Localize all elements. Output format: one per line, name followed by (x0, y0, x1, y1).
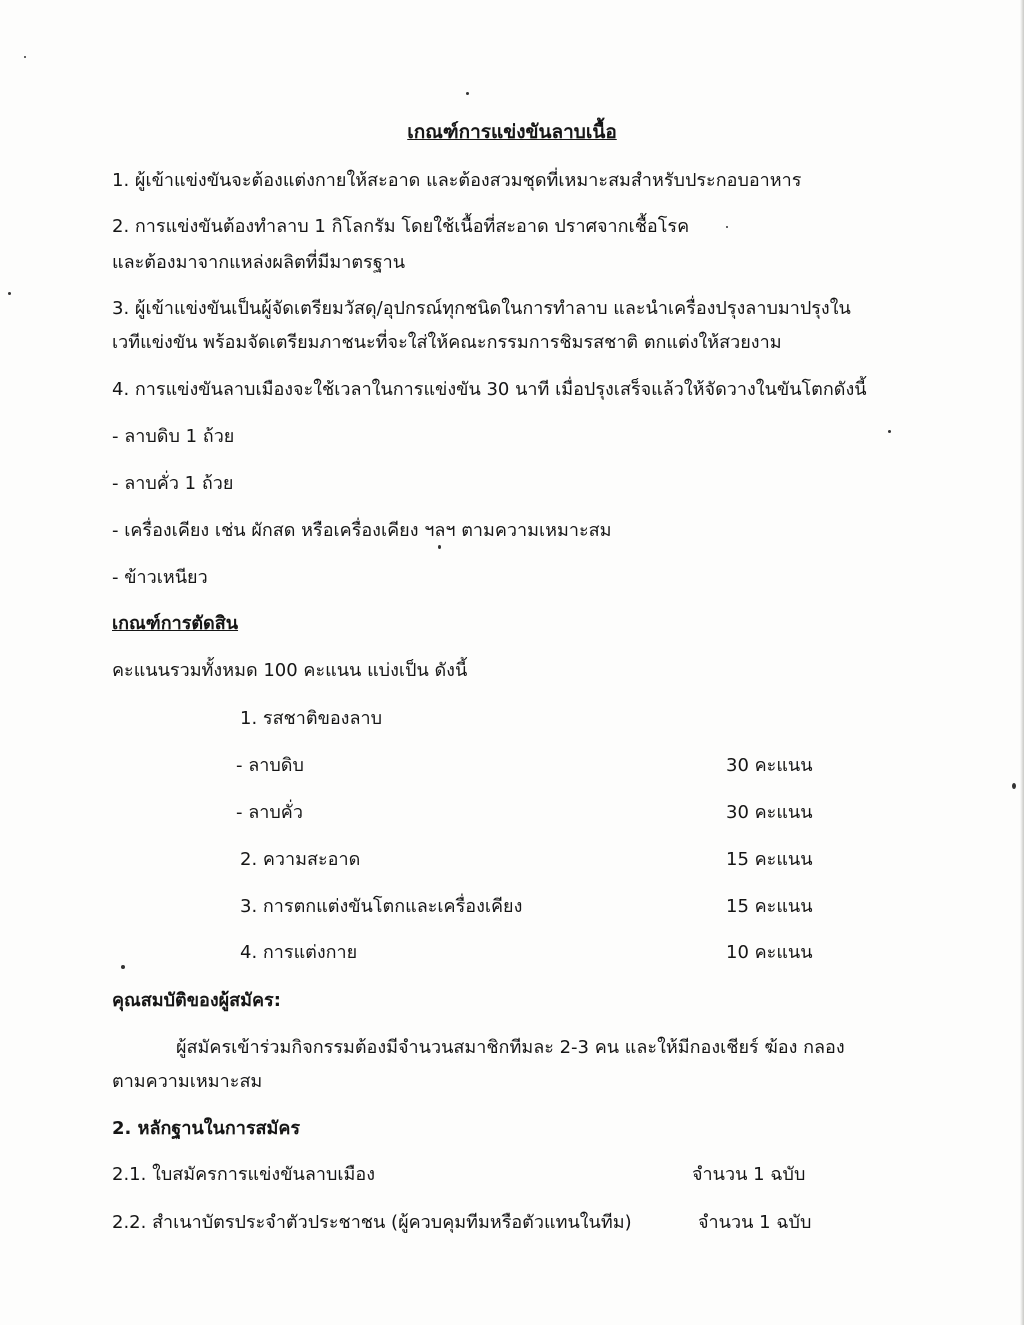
criteria-score: 30 คะแนน (726, 802, 813, 823)
evidence-item: 2.1. ใบสมัครการแข่งขันลาบเมือง (112, 1164, 376, 1185)
scan-speck (121, 965, 125, 969)
qualifications-text: ผู้สมัครเข้าร่วมกิจกรรมต้องมีจำนวนสมาชิกทีมละ 2-3 คน และให้มีกองเชียร์ ฆ้อง กลอง (176, 1037, 845, 1058)
scan-speck (24, 56, 26, 58)
list-item: - เครื่องเคียง เช่น ผักสด หรือเครื่องเคียง ฯลฯ ตามความเหมาะสม (112, 520, 612, 541)
criteria-label: 3. การตกแต่งขันโตกและเครื่องเคียง (240, 896, 523, 917)
criteria-score: 15 คะแนน (726, 896, 813, 917)
list-item: - ลาบคั่ว 1 ถ้วย (112, 473, 234, 494)
list-item: - ลาบดิบ 1 ถ้วย (112, 426, 235, 447)
scan-speck (888, 430, 891, 433)
evidence-qty: จำนวน 1 ฉบับ (692, 1164, 806, 1185)
qualifications-text-cont: ตามความเหมาะสม (112, 1071, 263, 1092)
criteria-label: 1. รสชาติของลาบ (240, 708, 383, 729)
criteria-score: 10 คะแนน (726, 942, 813, 963)
rule-4: 4. การแข่งขันลาบเมืองจะใช้เวลาในการแข่งขัน 30 นาที เมื่อปรุงเสร็จแล้วให้จัดวางในขันโตกดังนี้ (112, 379, 867, 400)
rule-2: 2. การแข่งขันต้องทำลาบ 1 กิโลกรัม โดยใช้เนื้อที่สะอาด ปราศจากเชื้อโรค (112, 216, 690, 237)
judging-intro: คะแนนรวมทั้งหมด 100 คะแนน แบ่งเป็น ดังนี้ (112, 660, 468, 681)
rule-3: 3. ผู้เข้าแข่งขันเป็นผู้จัดเตรียมวัสดุ/อุปกรณ์ทุกชนิดในการทำลาบ และนำเครื่องปรุงลาบมาปรุงใน (112, 298, 851, 319)
scan-speck (466, 92, 469, 95)
document-title: เกณฑ์การแข่งขันลาบเนื้อ (407, 121, 617, 143)
rule-3-cont: เวทีแข่งขัน พร้อมจัดเตรียมภาชนะที่จะใส่ให้คณะกรรมการชิมรสชาติ ตกแต่งให้สวยงาม (112, 332, 782, 353)
criteria-label: 4. การแต่งกาย (240, 942, 358, 963)
scan-speck (8, 292, 11, 295)
scan-edge (1020, 0, 1024, 1325)
scan-speck (438, 545, 441, 549)
criteria-label: 2. ความสะอาด (240, 849, 361, 870)
evidence-qty: จำนวน 1 ฉบับ (698, 1212, 812, 1233)
criteria-score: 15 คะแนน (726, 849, 813, 870)
scan-speck (726, 226, 728, 228)
evidence-item: 2.2. สำเนาบัตรประจำตัวประชาชน (ผู้ควบคุมทีมหรือตัวแทนในทีม) (112, 1212, 632, 1233)
rule-1: 1. ผู้เข้าแข่งขันจะต้องแต่งกายให้สะอาด และต้องสวมชุดที่เหมาะสมสำหรับประกอบอาหาร (112, 170, 802, 191)
list-item: - ข้าวเหนียว (112, 567, 208, 588)
evidence-heading: 2. หลักฐานในการสมัคร (112, 1118, 301, 1139)
qualifications-heading: คุณสมบัติของผู้สมัคร: (112, 990, 281, 1011)
rule-2-cont: และต้องมาจากแหล่งผลิตที่มีมาตรฐาน (112, 252, 406, 273)
criteria-score: 30 คะแนน (726, 755, 813, 776)
scan-speck (1012, 783, 1016, 789)
judging-heading: เกณฑ์การตัดสิน (112, 613, 239, 634)
criteria-label: - ลาบคั่ว (236, 802, 303, 823)
criteria-label: - ลาบดิบ (236, 755, 304, 776)
